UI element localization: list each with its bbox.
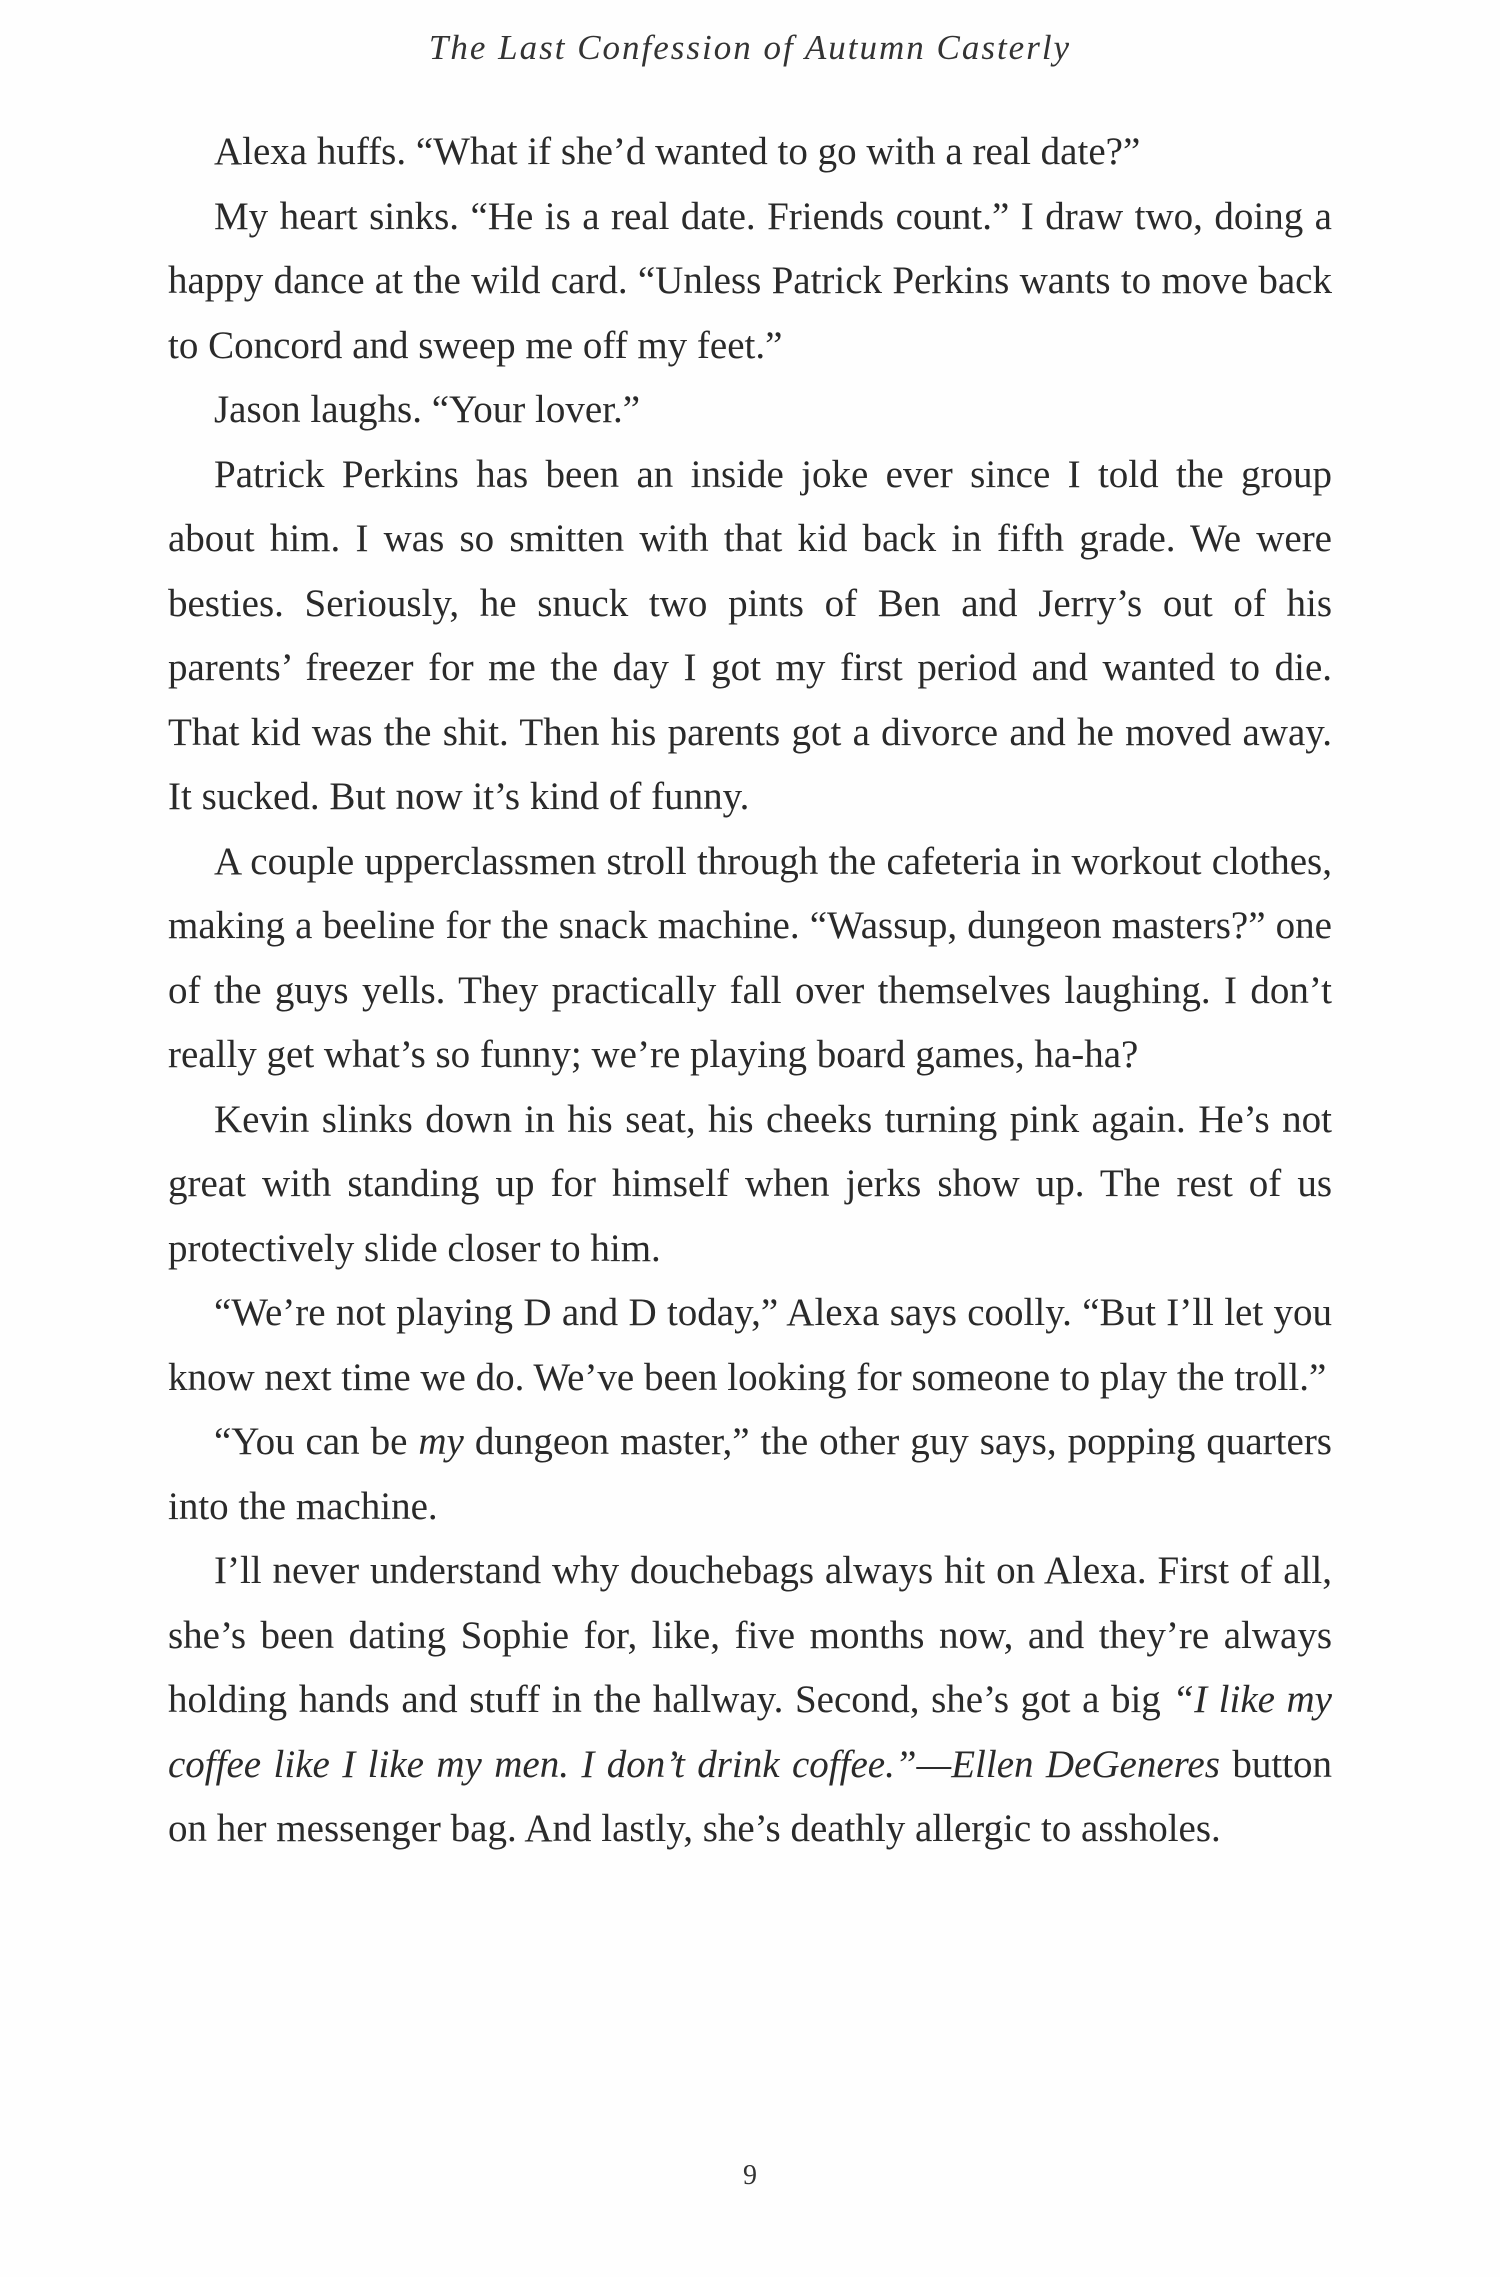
paragraph: Alexa huffs. “What if she’d wanted to go with a real date?” bbox=[214, 130, 1141, 173]
paragraph-text: “You can be bbox=[214, 1420, 419, 1463]
paragraph-text: button on her messenger bag. And lastly, she’s deathly allergic to assholes. bbox=[168, 1742, 1332, 1850]
paragraph: Jason laughs. “Your lover.” bbox=[214, 388, 641, 431]
page-number: 9 bbox=[743, 2160, 757, 2191]
paragraph: “We’re not playing D and D today,” Alexa says coolly. “But I’ll let you know next time we do. We’ve been looking for someone to play the troll.” bbox=[168, 1291, 1332, 1399]
emphasis-text: “I like my coffee like I like my men. I don’t drink coffee.”—Ellen DeGeneres bbox=[168, 1678, 1332, 1786]
emphasis-text: my bbox=[418, 1420, 464, 1463]
running-head-title: The Last Confession of Autumn Casterly bbox=[428, 28, 1072, 67]
paragraph: My heart sinks. “He is a real date. Friends count.” I draw two, doing a happy dance at the wild card. “Unless Patrick Perkins wants to move back to Concord and sweep me off my feet.” bbox=[168, 194, 1332, 367]
paragraph bbox=[168, 1539, 1332, 1862]
paragraph: Patrick Perkins has been an inside joke ever since I told the group about him. I was so smitten with that kid back in fifth grade. We were besties. Seriously, he snuck two pints of Ben and Jerry’s out of his parents’ freezer for me the day I got my first period and wanted to die. That kid was the shit. Then his parents got a divorce and he moved away. It sucked. But now it’s kind of funny. bbox=[168, 452, 1332, 818]
paragraph: A couple upperclassmen stroll through the cafeteria in workout clothes, making a beeline for the snack machine. “Wassup, dungeon masters?” one of the guys yells. They practically fall over themselves laughing. I don’t really get what’s so funny; we’re playing board games, ha-ha? bbox=[168, 839, 1332, 1076]
body-text bbox=[168, 120, 1332, 1862]
paragraph: Kevin slinks down in his seat, his cheeks turning pink again. He’s not great with standing up for himself when jerks show up. The rest of us protectively slide closer to him. bbox=[168, 1097, 1332, 1270]
paragraph-text: dungeon master,” the other guy says, popping quarters into the machine. bbox=[168, 1420, 1332, 1528]
paragraph bbox=[168, 1410, 1332, 1539]
paragraph-text: I’ll never understand why douchebags always hit on Alexa. First of all, she’s been dating Sophie for, like, five months now, and they’re always holding hands and stuff in the hallway. Second, she’s got a big bbox=[168, 1549, 1332, 1721]
